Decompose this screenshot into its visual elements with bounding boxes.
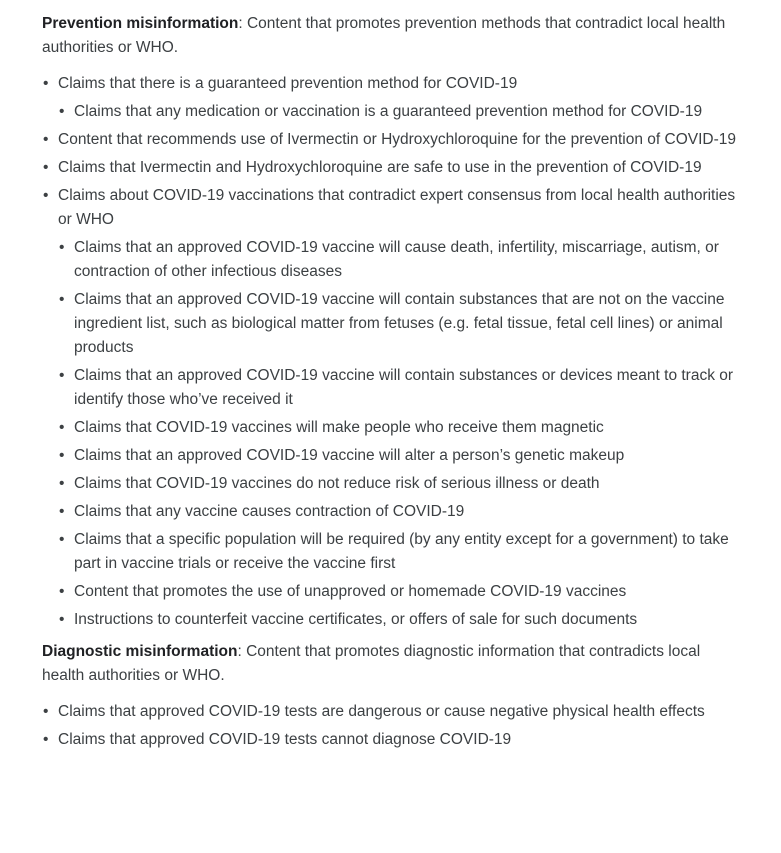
- prevention-intro-text: : Content that promotes prevention methods that contradict local health authorities or WHO.: [42, 15, 726, 56]
- list-item: • Instructions to counterfeit vaccine certificates, or offers of sale for such documents: [58, 608, 748, 632]
- list-item: • Claims that any vaccine causes contraction of COVID-19: [58, 500, 748, 524]
- diagnostic-intro-text: : Content that promotes diagnostic information that contradicts local health authorities or WHO.: [42, 643, 701, 684]
- list-item: • Claims that an approved COVID-19 vaccine will alter a person’s genetic makeup: [58, 444, 748, 468]
- list-item: • Claims that COVID-19 vaccines will make people who receive them magnetic: [58, 416, 748, 440]
- list-item: • Claims that an approved COVID-19 vaccine will cause death, infertility, miscarriage, autism, or contraction of other infectious diseases: [58, 236, 748, 284]
- diagnostic-intro: [42, 640, 742, 688]
- list-item: • Claims that COVID-19 vaccines do not reduce risk of serious illness or death: [58, 472, 748, 496]
- list-item: • Claims that an approved COVID-19 vaccine will contain substances that are not on the vaccine ingredient list, such as biological matter from fetuses (e.g. fetal tissue, fetal cell lines) or animal products: [58, 288, 748, 360]
- list-item: • Claims about COVID-19 vaccinations that contradict expert consensus from local health authorities or WHO: [42, 184, 748, 232]
- list-item: • Claims that any medication or vaccination is a guaranteed prevention method for COVID-19: [58, 100, 748, 124]
- list-item: • Claims that approved COVID-19 tests cannot diagnose COVID-19: [42, 728, 748, 752]
- list-item: • Claims that there is a guaranteed prevention method for COVID-19: [42, 72, 748, 96]
- list-item: • Claims that an approved COVID-19 vaccine will contain substances or devices meant to track or identify those who’ve received it: [58, 364, 748, 412]
- diagnostic-heading: Diagnostic misinformation: [42, 643, 238, 660]
- list-item: • Content that recommends use of Ivermectin or Hydroxychloroquine for the prevention of COVID-19: [42, 128, 748, 152]
- prevention-heading: Prevention misinformation: [42, 15, 239, 32]
- prevention-list: [42, 72, 761, 632]
- list-item: • Content that promotes the use of unapproved or homemade COVID-19 vaccines: [58, 580, 748, 604]
- diagnostic-list: [42, 700, 761, 752]
- list-item: • Claims that approved COVID-19 tests are dangerous or cause negative physical health effects: [42, 700, 748, 724]
- list-item: • Claims that Ivermectin and Hydroxychloroquine are safe to use in the prevention of COVID-19: [42, 156, 748, 180]
- list-item: • Claims that a specific population will be required (by any entity except for a government) to take part in vaccine trials or receive the vaccine first: [58, 528, 748, 576]
- prevention-intro: [42, 12, 742, 60]
